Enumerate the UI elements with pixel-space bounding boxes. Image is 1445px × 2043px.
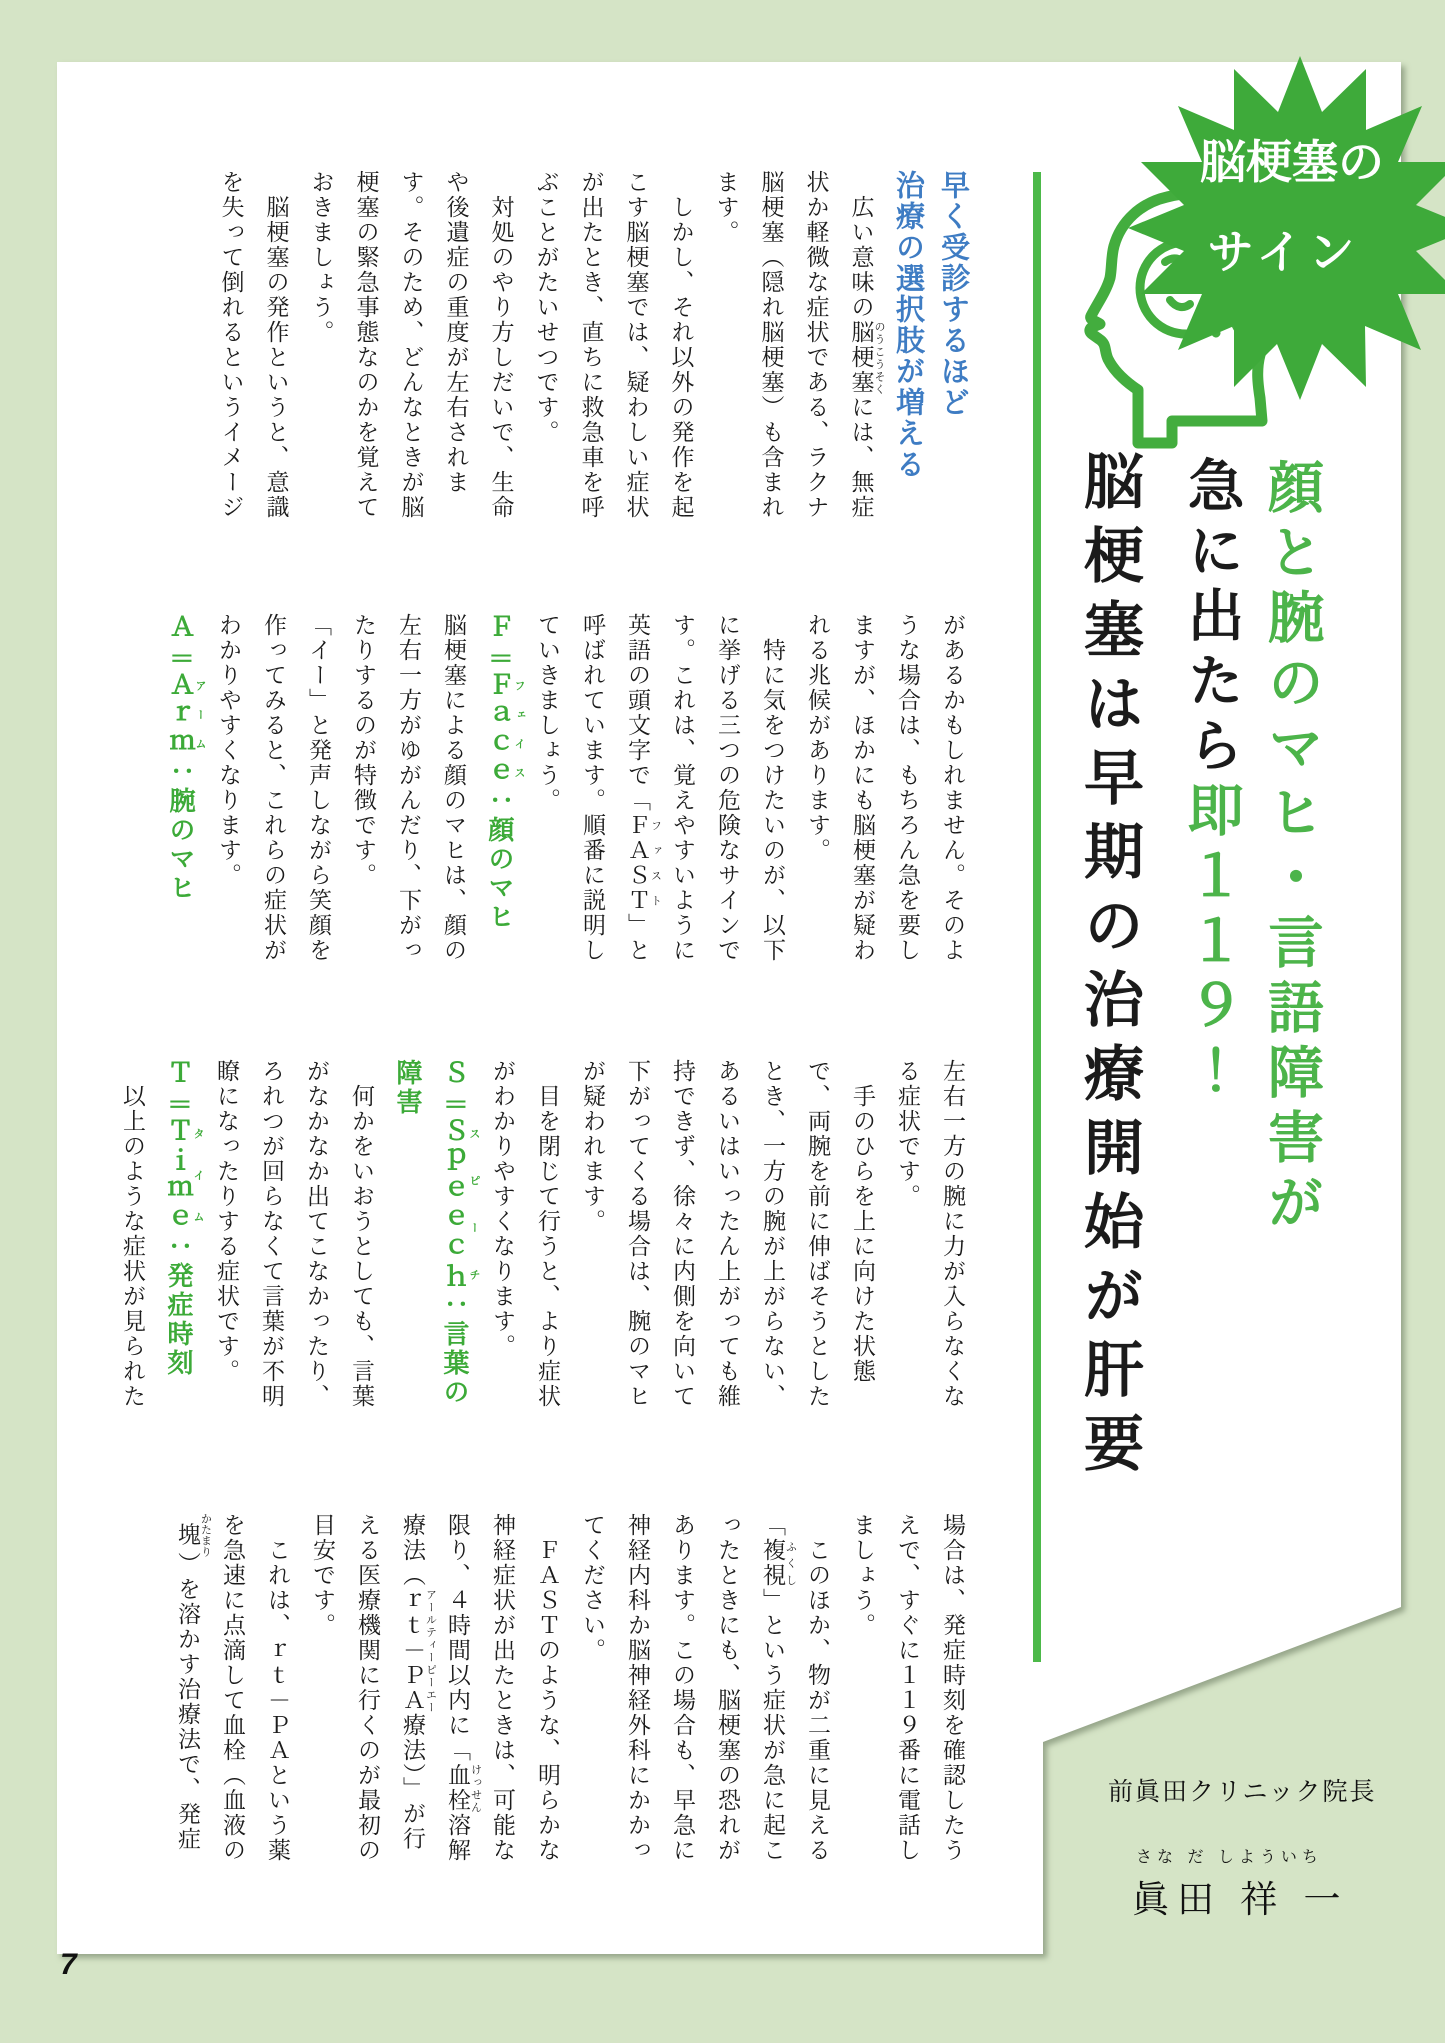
paragraph: 特に気をつけたいのが、以下に挙げる三つの危険なサインです。これは、覚えやすいように英語の頭文字で「ＦＡＳＴ ファスト」と呼ばれています。順番に説明していきましょう。	[535, 613, 785, 963]
section-heading-blue-line2: 治療の選択肢が増える	[892, 170, 924, 480]
title-line-2-green: 即１１９！	[1181, 781, 1244, 1106]
paragraph: 脳梗塞による顔のマヒは、顔の左右一方がゆがんだり、下がったりするのが特徴です。	[351, 613, 466, 963]
paragraph: 手のひらを上に向けた状態で、両腕を前に伸ばそうとしたとき、一方の腕が上がらない、あるいはいったん上がっても維持できず、徐々に内側を向いて下がってくる場合は、腕のマヒが疑われます。	[580, 1059, 875, 1409]
paragraph: このほか、物が二重に見える「複視 ふくし」という症状が急に起こったときにも、脳梗塞の恐れがあります。この場合も、早急に神経内科か脳神経外科にかかってください。	[580, 1513, 830, 1863]
paragraph: 対処のやり方しだいで、生命や後遺症の重度が左右されます。そのため、どんなときが脳梗塞の緊急事態なのかを覚えておきましょう。	[308, 170, 514, 520]
badge-text-line2: サイン	[1207, 226, 1361, 278]
paragraph: ＦＡＳＴのような、明らかな神経症状が出たときは、可能な限り、４時間以内に「血栓 けっせん溶解療法（ｒｔ－ＰＡ アールティーピーエー療法）」が行える医療機関に行くのが最初の目安です。	[310, 1513, 560, 1863]
paragraph: 広い意味の脳梗塞 のうこうそくには、無症状か軽微な症状である、ラクナ脳梗塞（隠れ脳梗塞）も含まれます。	[713, 170, 885, 520]
paragraph: があるかもしれません。そのような場合は、もちろん急を要しますが、ほかにも脳梗塞が疑われる兆候があります。	[805, 613, 965, 963]
text-band-4	[113, 1513, 975, 1869]
page-number: 7	[60, 1948, 77, 1981]
paragraph: これは、ｒｔ－ＰＡという薬を急速に点滴して血栓（血液の塊 かたまり）を溶かす治療法で、発症	[175, 1513, 290, 1863]
text-band-2	[113, 613, 975, 969]
author-title: 前眞田クリニック院長	[1108, 1778, 1377, 1806]
fast-heading-ａｒｍ: Ａ＝Ａｒｍアーム：腕のマヒ	[166, 613, 206, 903]
title-line-2-black: 急に出たら	[1181, 456, 1244, 781]
title-line-1: 顔と腕のマヒ・言語障害が	[1261, 458, 1324, 1238]
section-heading-blue-line1: 早く受診するほど	[937, 170, 969, 418]
author-block	[1108, 1772, 1377, 1923]
paragraph: 「イー」と発声しながら笑顔を作ってみると、これらの症状がわかりやすくなります。	[216, 613, 331, 963]
badge-text-line1: 脳梗塞の	[1200, 136, 1384, 188]
fast-heading-ｓｐｅｅｃｈ: Ｓ＝Ｓｐｅｅｃｈスピーチ：言葉の障害	[393, 1059, 480, 1407]
paragraph: 左右一方の腕に力が入らなくなる症状です。	[895, 1059, 965, 1409]
fast-heading-ｆａｃｅ: Ｆ＝Ｆａｃｅフェイス：顔のマヒ	[485, 613, 525, 932]
paragraph: 目を閉じて行うと、より症状がわかりやすくなります。	[490, 1059, 560, 1409]
fast-heading-ｔｉｍｅ: Ｔ＝Ｔｉｍｅタイム：発症時刻	[164, 1059, 204, 1378]
author-name: 眞田 祥 一	[1132, 1879, 1349, 1920]
paragraph: しかし、それ以外の発作を起こす脳梗塞では、疑わしい症状が出たとき、直ちに救急車を呼ぶことがたいせつです。	[533, 170, 694, 520]
paragraph: 脳梗塞の発作というと、意識を失って倒れるというイメージ	[218, 170, 289, 520]
author-furigana: さな だ しよういち	[1136, 1849, 1323, 1866]
paragraph: 何かをいおうとしても、言葉がなかなか出てこなかったり、ろれつが回らなくて言葉が不明瞭になったりする症状です。	[214, 1059, 374, 1409]
paragraph: 場合は、発症時刻を確認したうえで、すぐに１１９番に電話しましょう。	[850, 1513, 965, 1863]
title-line-3: 脳梗塞は早期の治療開始が肝要	[1076, 450, 1143, 1486]
title-line-2	[1172, 456, 1252, 1106]
text-band-3	[113, 1059, 975, 1415]
starburst-badge	[1030, 40, 1445, 420]
text-band-1	[113, 170, 975, 532]
paragraph: 以上のような症状が見られた	[120, 1084, 145, 1409]
